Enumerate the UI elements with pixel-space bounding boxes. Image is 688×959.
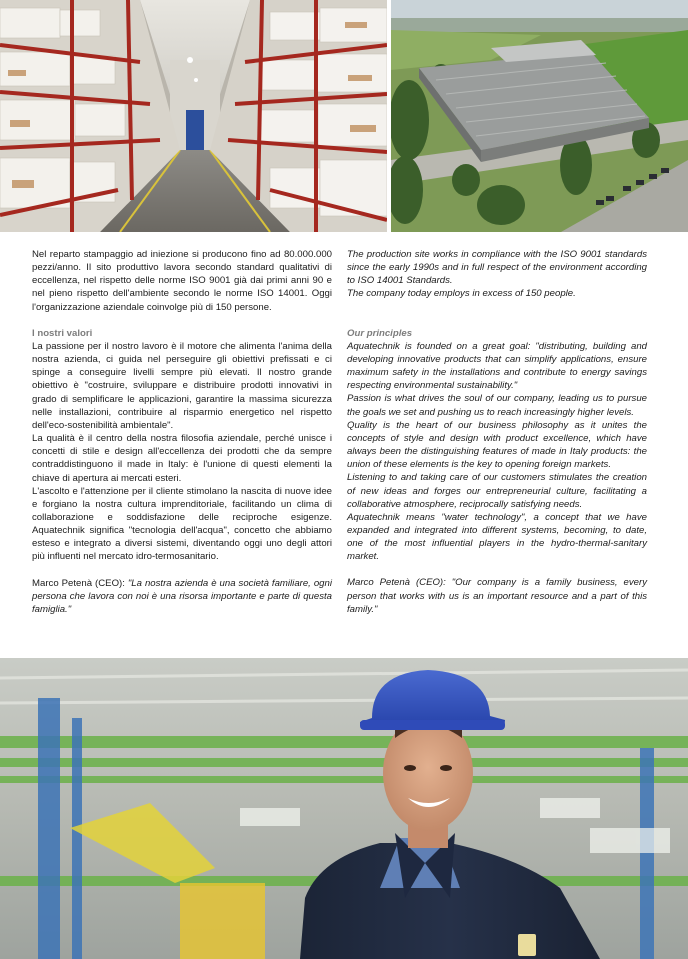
italian-values-paragraph-3: L'ascolto e l'attenzione per il cliente stimolano la nascita di nuove idee e forgiano la nostra cultura imprenditoriale, facilitando un clima di collaborazione e soddisfazione delle reciproche esigenze. Aquatechnik significa "tecnologia dell'acqua", concetto che abbiamo esteso e integrato a diversi sistemi, diventando oggi uno degli attori più influenti nel mercato idro-termosanitario. — [32, 485, 332, 563]
factory-aerial-photo — [391, 0, 688, 232]
italian-ceo-name: Marco Petenà (CEO): — [32, 577, 125, 589]
italian-ceo-quote — [32, 577, 332, 616]
italian-values-heading: I nostri valori — [32, 327, 93, 339]
english-ceo-quote: Marco Petenà (CEO): "Our company is a family business, every person that works with us is an important resource and a part of this family." — [347, 577, 647, 615]
italian-text-column — [32, 248, 332, 616]
italian-values-paragraph-2: La qualità è il centro della nostra filosofia aziendale, perché unisce i concetti di stile e design all'eccellenza dei prodotti che da sempre contraddistinguono il made in Italy: è l'unione di questi elementi la chiave di apertura ai mercati esteri. — [32, 433, 332, 484]
english-intro-paragraph-2: The company today employs in excess of 150 people. — [347, 288, 576, 300]
warehouse-shelves-photo — [0, 0, 387, 232]
english-text-column — [347, 248, 647, 616]
italian-intro-paragraph: Nel reparto stampaggio ad iniezione si producono fino ad 80.000.000 pezzi/anno. Il sito produttivo lavora secondo standard qualitativi di eccellenza, nel rispetto delle norme ISO 9001 già dai primi anni 90 e nel pieno rispetto dell'ambiente secondo le norme ISO 14001. Oggi l'organizzazione aziendale coinvolge più di 150 persone. — [32, 249, 332, 313]
english-principles-paragraph-4: Listening to and taking care of our customers stimulates the creation of new ideas and forges our entrepreneurial culture, facilitating a collaborative atmosphere, reciprocally satisfying needs. — [347, 472, 647, 510]
english-intro-paragraph-1: The production site works in compliance with the ISO 9001 standards since the early 1990s and in full respect of the environment according to ISO 14001 Standards. — [347, 249, 647, 287]
english-principles-heading: Our principles — [347, 327, 413, 339]
italian-values-paragraph-1: La passione per il nostro lavoro è il motore che alimenta l'anima della nostra azienda, ci guida nel perseguire gli obiettivi prefissati e ci spinge a conseguire livelli sempre più elevati. Il nostro grande obiettivo è "costruire, sviluppare e distribuire prodotti innovativi in grado di semplificare le applicazioni, garantire la massima sicurezza nelle installazioni, contribuire al risparmio energetico nel rispetto dell'eco-sostenibilità ambientale". — [32, 340, 332, 431]
english-principles-paragraph-3: Quality is the heart of our business philosophy as it unites the concepts of style and design with product excellence, which have always been the distinguishing features of made in Italy products: the union of these elements is the key to opening foreign markets. — [347, 419, 647, 471]
worker-hard-hat-photo — [0, 658, 688, 959]
italian-ceo-quote-text: "La nostra azienda è una società familiare, ogni persona che lavora con noi è una risorsa importante e parte di questa famiglia." — [32, 577, 332, 615]
english-principles-paragraph-5: Aquatechnik means "water technology", a concept that we have expanded and integrated into different systems, becoming, to date, one of the most influential players in the hydro-thermal-sanitary market. — [347, 511, 647, 563]
english-principles-paragraph-1: Aquatechnik is founded on a great goal: "distributing, building and developing innovative products that can simplify applications, ensure maximum safety in the installations and contribute to energy savings respecting environmental sustainability." — [347, 340, 647, 392]
english-principles-paragraph-2: Passion is what drives the soul of our company, leading us to pursue the goals we set and pushing us to reach increasingly higher levels. — [347, 393, 647, 418]
